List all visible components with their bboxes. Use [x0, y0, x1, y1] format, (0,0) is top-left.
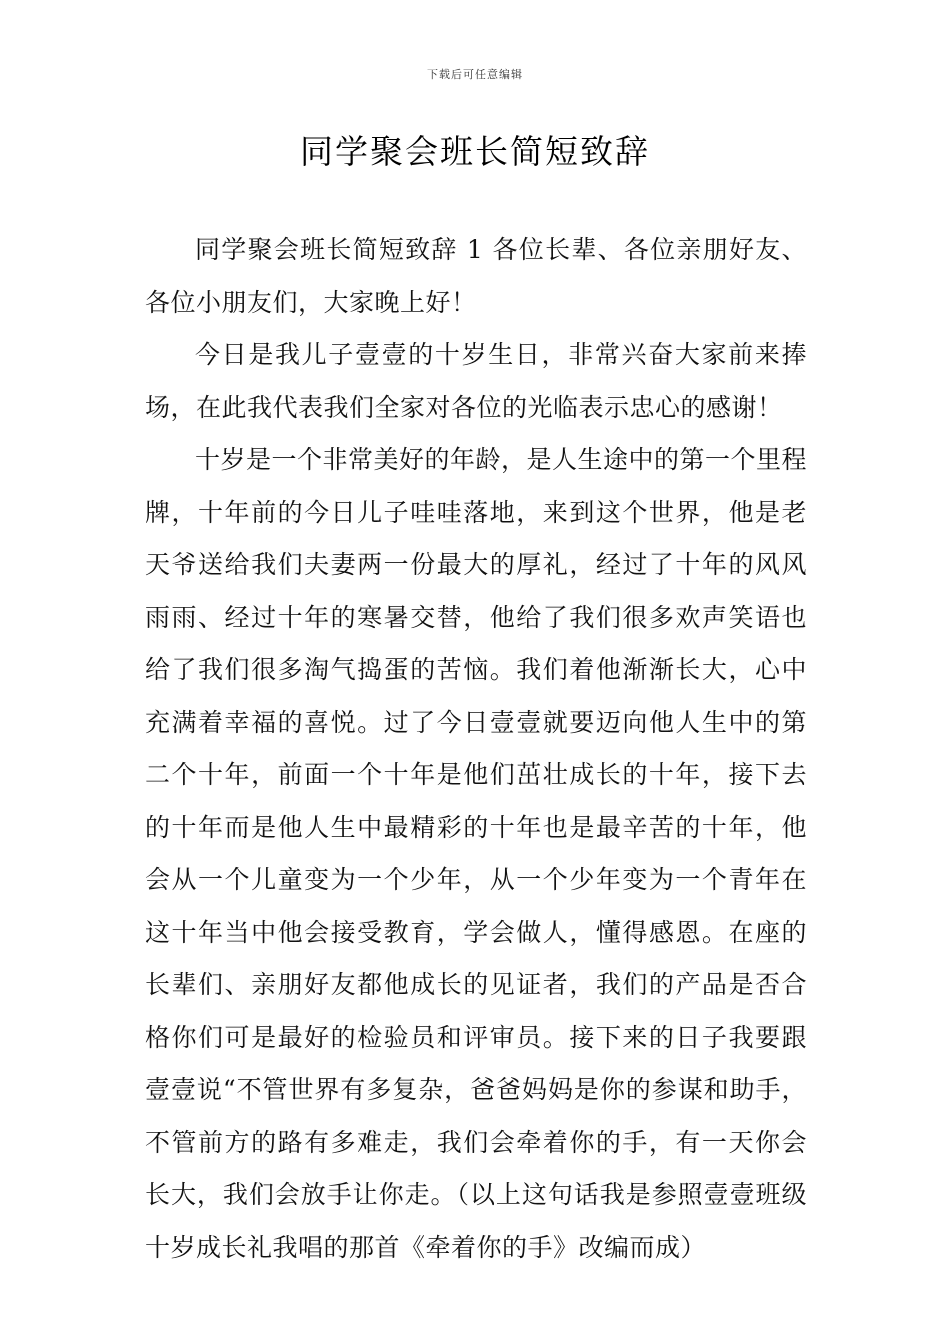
- paragraph-main: 十岁是一个非常美好的年龄，是人生途中的第一个里程牌，十年前的今日儿子哇哇落地，来到这个世界，他是老天爷送给我们夫妻两一份最大的厚礼，经过了十年的风风雨雨、经过十年的寒暑交替，他给了我们很多欢声笑语也给了我们很多淘气捣蛋的苦恼。我们着他渐渐长大，心中充满着幸福的喜悦。过了今日壹壹就要迈向他人生中的第二个十年，前面一个十年是他们茁壮成长的十年，接下去的十年而是他人生中最精彩的十年也是最辛苦的十年，他会从一个儿童变为一个少年，从一个少年变为一个青年在这十年当中他会接受教育，学会做人，懂得感恩。在座的长辈们、亲朋好友都他成长的见证者，我们的产品是否合格你们可是最好的检验员和评审员。接下来的日子我要跟壹壹说“不管世界有多复杂，爸爸妈妈是你的参谋和助手，不管前方的路有多难走，我们会牵着你的手，有一天你会长大，我们会放手让你走。（以上这句话我是参照壹壹班级十岁成长礼我唱的那首《牵着你的手》改编而成）: [145, 445, 808, 1262]
- document-title: 同学聚会班长简短致辞: [300, 132, 650, 171]
- paragraph-greeting: 同学聚会班长简短致辞 1 各位长辈、各位亲朋好友、各位小朋友们，大家晚上好！: [145, 235, 807, 317]
- paragraph-thanks: 今日是我儿子壹壹的十岁生日，非常兴奋大家前来捧场，在此我代表我们全家对各位的光临表示忠心的感谢！: [145, 340, 807, 422]
- document-body: [145, 224, 807, 1274]
- header-note: 下载后可任意编辑: [427, 68, 523, 81]
